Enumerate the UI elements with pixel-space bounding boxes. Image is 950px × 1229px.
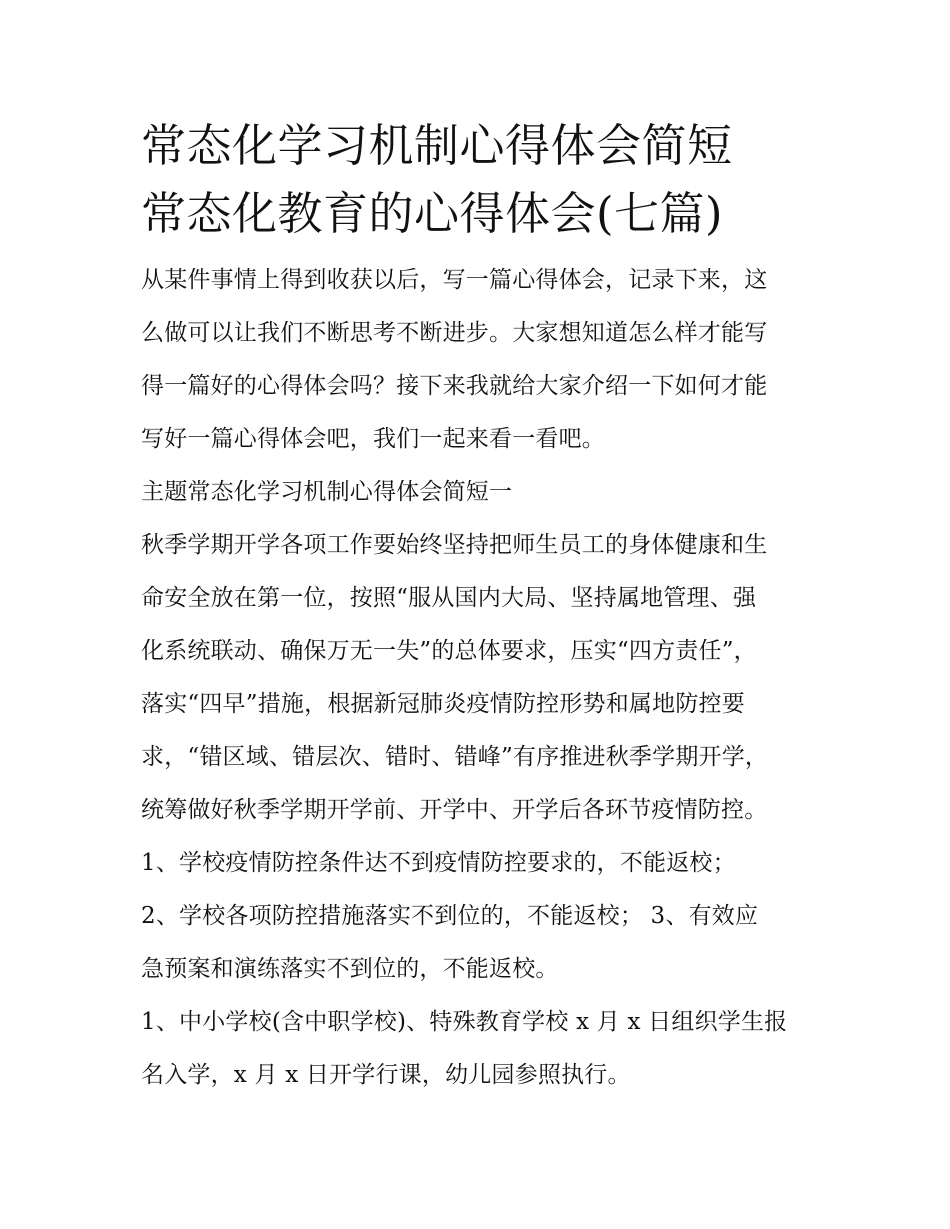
paragraph-line: 么做可以让我们不断思考不断进步。大家想知道怎么样才能写 [141,320,768,346]
paragraph-line: 写好一篇心得体会吧，我们一起来看一看吧。 [141,426,605,452]
paragraph-line: 从某件事情上得到收获以后，写一篇心得体会，记录下来，这 [141,267,768,293]
document-body [141,254,821,1102]
paragraph-line: 落实“四早”措施，根据新冠肺炎疫情防控形势和属地防控要 [141,691,745,717]
document-content [141,112,821,1102]
paragraph-line: 求，“错区域、错层次、错时、错峰”有序推进秋季学期开学， [141,744,769,770]
document-title [141,112,821,248]
paragraph-line: 秋季学期开学各项工作要始终坚持把师生员工的身体健康和生 [141,532,768,558]
list-item: 2、学校各项防控措施落实不到位的，不能返校； 3、有效应 [141,903,759,929]
list-item: 1、中小学校(含中职学校)、特殊教育学校 x 月 x 日组织学生报 [141,1009,788,1035]
paragraph-line: 得一篇好的心得体会吗？接下来我就给大家介绍一下如何才能 [141,373,768,399]
list-item: 名入学，x 月 x 日开学行课，幼儿园参照执行。 [141,1062,631,1088]
title-line: 常态化学习机制心得体会简短 [141,119,733,172]
title-line: 常态化教育的心得体会(七篇) [141,187,724,240]
paragraph-line: 化系统联动、确保万无一失”的总体要求，压实“四方责任”， [141,638,757,664]
list-item: 1、学校疫情防控条件达不到疫情防控要求的，不能返校； [141,850,736,876]
section-heading: 主题常态化学习机制心得体会简短一 [141,479,513,505]
list-item: 急预案和演练落实不到位的，不能返校。 [141,956,559,982]
paragraph-line: 命安全放在第一位，按照“服从国内大局、坚持属地管理、强 [141,585,757,611]
paragraph-line: 统筹做好秋季学期开学前、开学中、开学后各环节疫情防控。 [141,797,768,823]
